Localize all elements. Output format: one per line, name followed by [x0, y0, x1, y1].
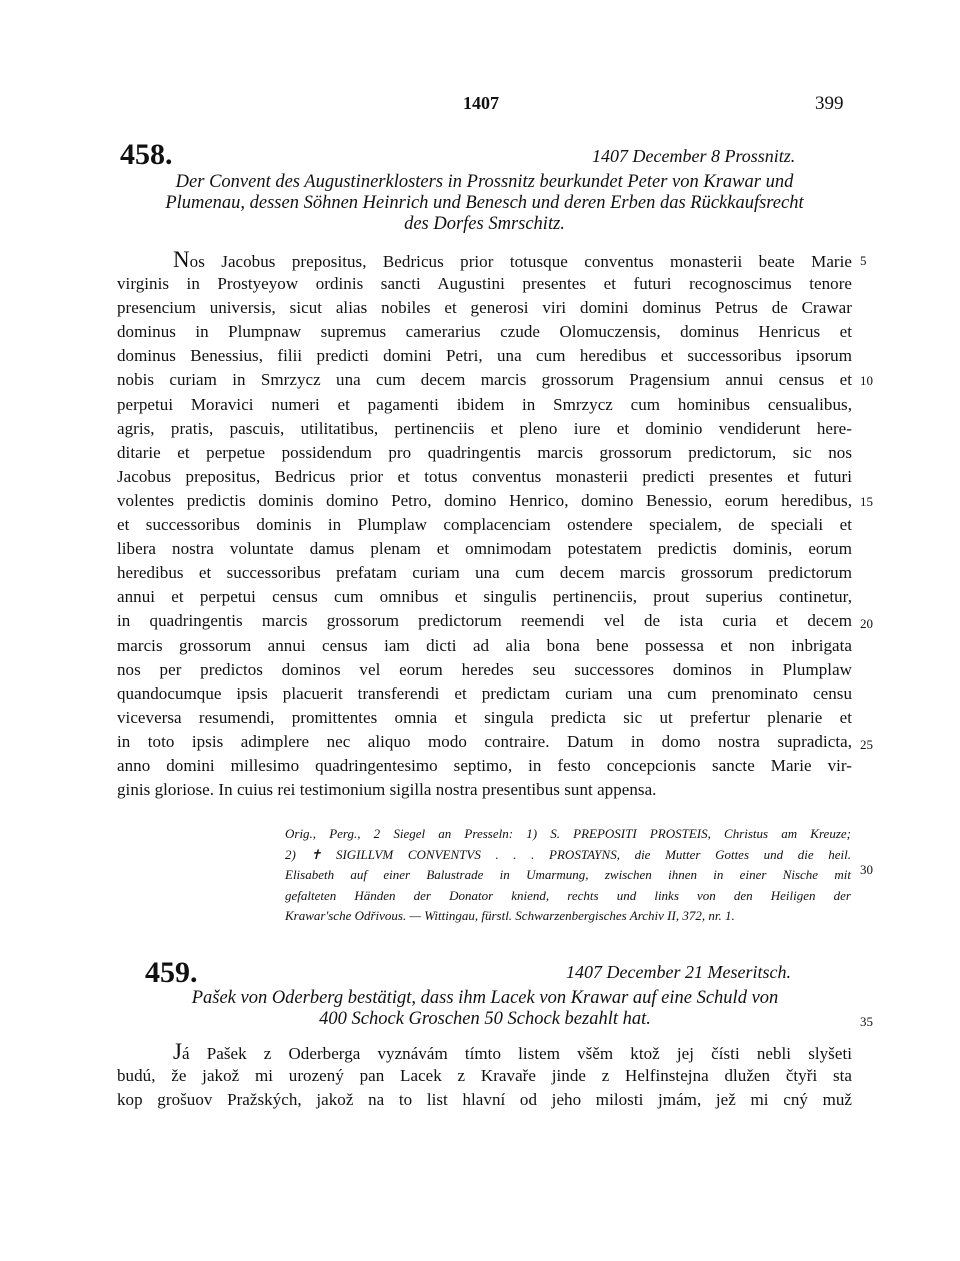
body-line: libera nostra voluntate damus plenam et omnimodam potestatem predictis dominis, eorum [117, 539, 852, 559]
regest-line: Plumenau, dessen Söhnen Heinrich und Benesch und deren Erben das Rückkaufsrecht [165, 193, 804, 213]
regest-line: Pašek von Oderberg bestätigt, dass ihm Lacek von Krawar auf eine Schuld von [191, 988, 779, 1008]
regest-line: 400 Schock Groschen 50 Schock bezahlt hat. [319, 1009, 651, 1029]
body-line: nos per predictos dominos vel eorum heredes seu successores dominos in Plumplaw [117, 659, 852, 679]
body-line: in quadringentis marcis grossorum predictorum reemendi vel de ista curia et decem [117, 611, 852, 631]
body-line: Jacobus prepositus, Bedricus prior et totus conventus monasterii predicti presentes et futuri [117, 466, 852, 486]
body-line: presencium universis, sicut alias nobiles et generosi viri domini dominus Petrus de Crawar [117, 298, 852, 318]
document-body [117, 248, 852, 802]
note-line: Krawar'sche Odřivous. — Wittingau, fürstl. Schwarzenbergisches Archiv II, 372, nr. 1. [285, 908, 735, 924]
source-note [285, 824, 851, 927]
body-line: quandocumque ipsis placuerit transferendi et predictam curiam una cum prenominato censu [117, 683, 852, 703]
body-line: viceversa resumendi, promittentes omnia et singula predicta sic ut prefertur plenarie et [117, 707, 852, 727]
document-date: 1407 December 21 Meseritsch. [566, 962, 791, 982]
body-line: et successoribus dominis in Plumplaw complacenciam ostendere specialem, de speciali et [117, 515, 852, 535]
note-line: Orig., Perg., 2 Siegel an Presseln: 1) S. PREPOSITI PROSTEIS, Christus am Kreuze; [285, 826, 851, 841]
initial-letter: N [173, 247, 190, 272]
note-line: 2) ✝ SIGILLVM CONVENTVS . . . PROSTAYNS, die Mutter Gottes und die heil. [285, 846, 851, 862]
body-line: dominus Benessius, filii predicti domini Petri, una cum heredibus et successoribus ipsorum [117, 346, 852, 366]
regest-line: Der Convent des Augustinerklosters in Prossnitz beurkundet Peter von Krawar und [175, 172, 794, 192]
document-number: 459. [145, 956, 198, 989]
margin-line-number: 30 [860, 862, 873, 877]
body-line: perpetui Moravici numeri et pagamenti ibidem in Smrzycz cum hominibus censualibus, [117, 394, 852, 414]
initial-letter: J [173, 1039, 183, 1064]
body-line: budú, že jakož mi urozený pan Lacek z Kravaře jinde z Helfinstejna dlužen čtyři sta [117, 1066, 852, 1086]
body-line: kop grošuov Pražských, jakož na to list hlavní od jeho milosti jmám, jež mi cný muž [117, 1090, 852, 1110]
running-head-year: 1407 [463, 93, 499, 113]
body-line [117, 1040, 852, 1064]
document-number: 458. [120, 138, 173, 171]
body-line: dominus in Plumpnaw supremus camerarius czude Olomuczensis, dominus Henricus et [117, 322, 852, 342]
body-line: in toto ipsis adimplere nec aliquo modo contraire. Datum in domo nostra supradicta, [117, 731, 852, 751]
margin-line-number: 20 [860, 616, 873, 631]
document-regest [135, 988, 835, 1030]
note-line: Elisabeth auf einer Balustrade in Umarmung, zwischen ihnen in einer Nische mit [285, 867, 851, 883]
body-line: agris, pratis, pascuis, utilitatibus, pertinenciis et pleno iure et dominio vendiderunt here- [117, 418, 852, 438]
body-line: anno domini millesimo quadringentesimo septimo, in festo concepcionis sancte Marie vir- [117, 755, 852, 775]
body-line: virginis in Prostyeyow ordinis sancti Augustini presentes et futuri recognoscimus tenore [117, 274, 852, 294]
body-line: heredibus et successoribus prefatam curiam una cum decem marcis grossorum predictorum [117, 563, 852, 583]
page-number: 399 [815, 93, 844, 114]
body-line: ginis gloriose. In cuius rei testimonium sigilla nostra presentibus sunt appensa. [117, 780, 657, 800]
body-line: ditarie et perpetue possidendum pro quadringentis marcis grossorum predictorum, sic nos [117, 442, 852, 462]
document-body [117, 1040, 852, 1112]
body-line: annui et perpetui census cum omnibus et singulis pertinenciis, prout superius continetur, [117, 587, 852, 607]
body-line-text: á Pašek z Oderberga vyznávám tímto listem všěm ktož jej čísti nebli slyšeti [182, 1044, 852, 1063]
body-line: volentes predictis dominis domino Petro, domino Henrico, domino Benessio, eorum heredibus, [117, 490, 852, 510]
body-line: marcis grossorum annui census iam dicti ad alia bona bene possessa et non inbrigata [117, 635, 852, 655]
document-date: 1407 December 8 Prossnitz. [592, 146, 796, 166]
margin-line-number: 5 [860, 253, 867, 268]
note-line: gefalteten Händen der Donator kniend, rechts und links von den Heiligen der [285, 887, 851, 903]
margin-line-number: 10 [860, 373, 873, 388]
body-line: nobis curiam in Smrzycz una cum decem marcis grossorum Pragensium annui census et [117, 370, 852, 390]
regest-line: des Dorfes Smrschitz. [404, 214, 565, 234]
document-regest [117, 172, 852, 235]
body-line-text: os Jacobus prepositus, Bedricus prior totusque conventus monasterii beate Marie [189, 252, 852, 271]
margin-line-number: 15 [860, 494, 873, 509]
margin-line-number: 35 [860, 1014, 873, 1029]
margin-line-number: 25 [860, 737, 873, 752]
body-line [117, 248, 852, 272]
